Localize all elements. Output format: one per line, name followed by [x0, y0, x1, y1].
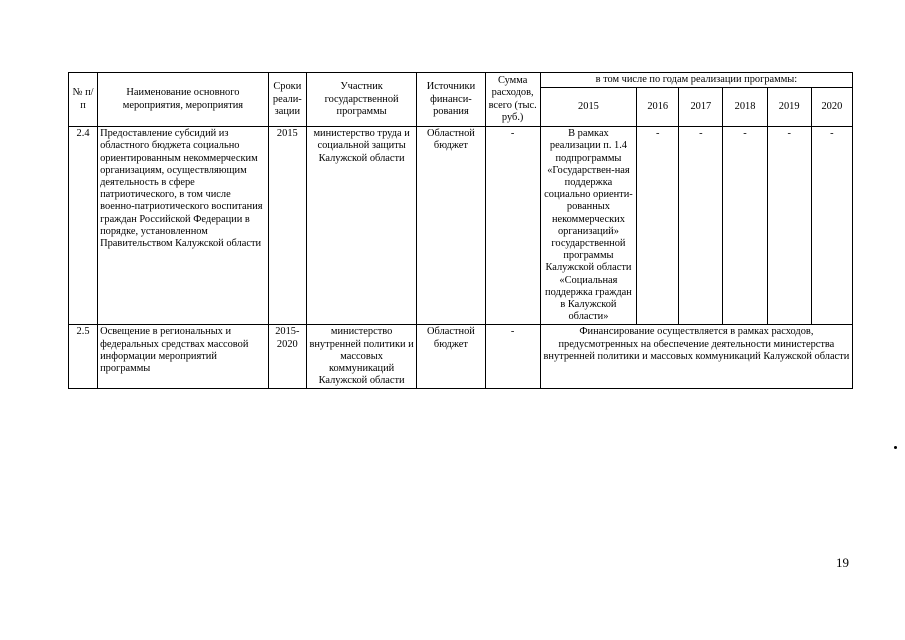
header-sum: Сумма расходов, всего (тыс. руб.) — [485, 73, 540, 127]
row-2020: - — [811, 127, 852, 325]
table-row-2-4 — [69, 127, 853, 325]
header-year-2016: 2016 — [637, 88, 679, 127]
row-num: 2.4 — [69, 127, 98, 325]
header-name: Наименование основного мероприятия, мероприятия — [98, 73, 269, 127]
row-2019: - — [767, 127, 811, 325]
header-period: Сроки реали-зации — [268, 73, 306, 127]
program-table — [68, 72, 853, 389]
header-year-2018: 2018 — [723, 88, 767, 127]
row-participant: министерство внутренней политики и массовых коммуникаций Калужской области — [306, 325, 416, 389]
row-name: Освещение в региональных и федеральных средствах массовой информации мероприятий программы — [98, 325, 269, 389]
row-financing-note: Финансирование осуществляется в рамках расходов, предусмотренных на обеспечение деятельности министерства внутренней политики и массовых коммуникаций Калужской области — [540, 325, 852, 389]
table-row-2-5 — [69, 325, 853, 389]
header-year-2015: 2015 — [540, 88, 636, 127]
page-number: 19 — [836, 555, 849, 570]
row-participant: министерство труда и социальной защиты Калужской области — [306, 127, 416, 325]
row-sum: - — [485, 127, 540, 325]
row-2018: - — [723, 127, 767, 325]
row-num: 2.5 — [69, 325, 98, 389]
row-period: 2015-2020 — [268, 325, 306, 389]
row-name: Предоставление субсидий из областного бюджета социально ориентированным некоммерческим организациям, осуществляющим деятельность в сфере патриотического, в том числе военно-патриотического воспитания граждан Российской Федерации в порядке, установленном Правительством Калужской области — [98, 127, 269, 325]
stray-dot — [894, 446, 897, 449]
header-participant: Участник государственной программы — [306, 73, 416, 127]
row-source: Областной бюджет — [417, 127, 485, 325]
row-2017: - — [679, 127, 723, 325]
row-2015: В рамках реализации п. 1.4 подпрограммы «Государствен-ная поддержка социально ориенти-рованных некоммерческих организаций» государственной программы Калужской области «Социальная поддержка граждан в Калужской области» — [540, 127, 636, 325]
header-year-2017: 2017 — [679, 88, 723, 127]
header-sources: Источники финанси-рования — [417, 73, 485, 127]
row-source: Областной бюджет — [417, 325, 485, 389]
header-year-2019: 2019 — [767, 88, 811, 127]
row-period: 2015 — [268, 127, 306, 325]
row-2016: - — [637, 127, 679, 325]
header-year-2020: 2020 — [811, 88, 852, 127]
row-sum: - — [485, 325, 540, 389]
header-by-years: в том числе по годам реализации программы: — [540, 73, 852, 88]
header-num: № п/п — [69, 73, 98, 127]
